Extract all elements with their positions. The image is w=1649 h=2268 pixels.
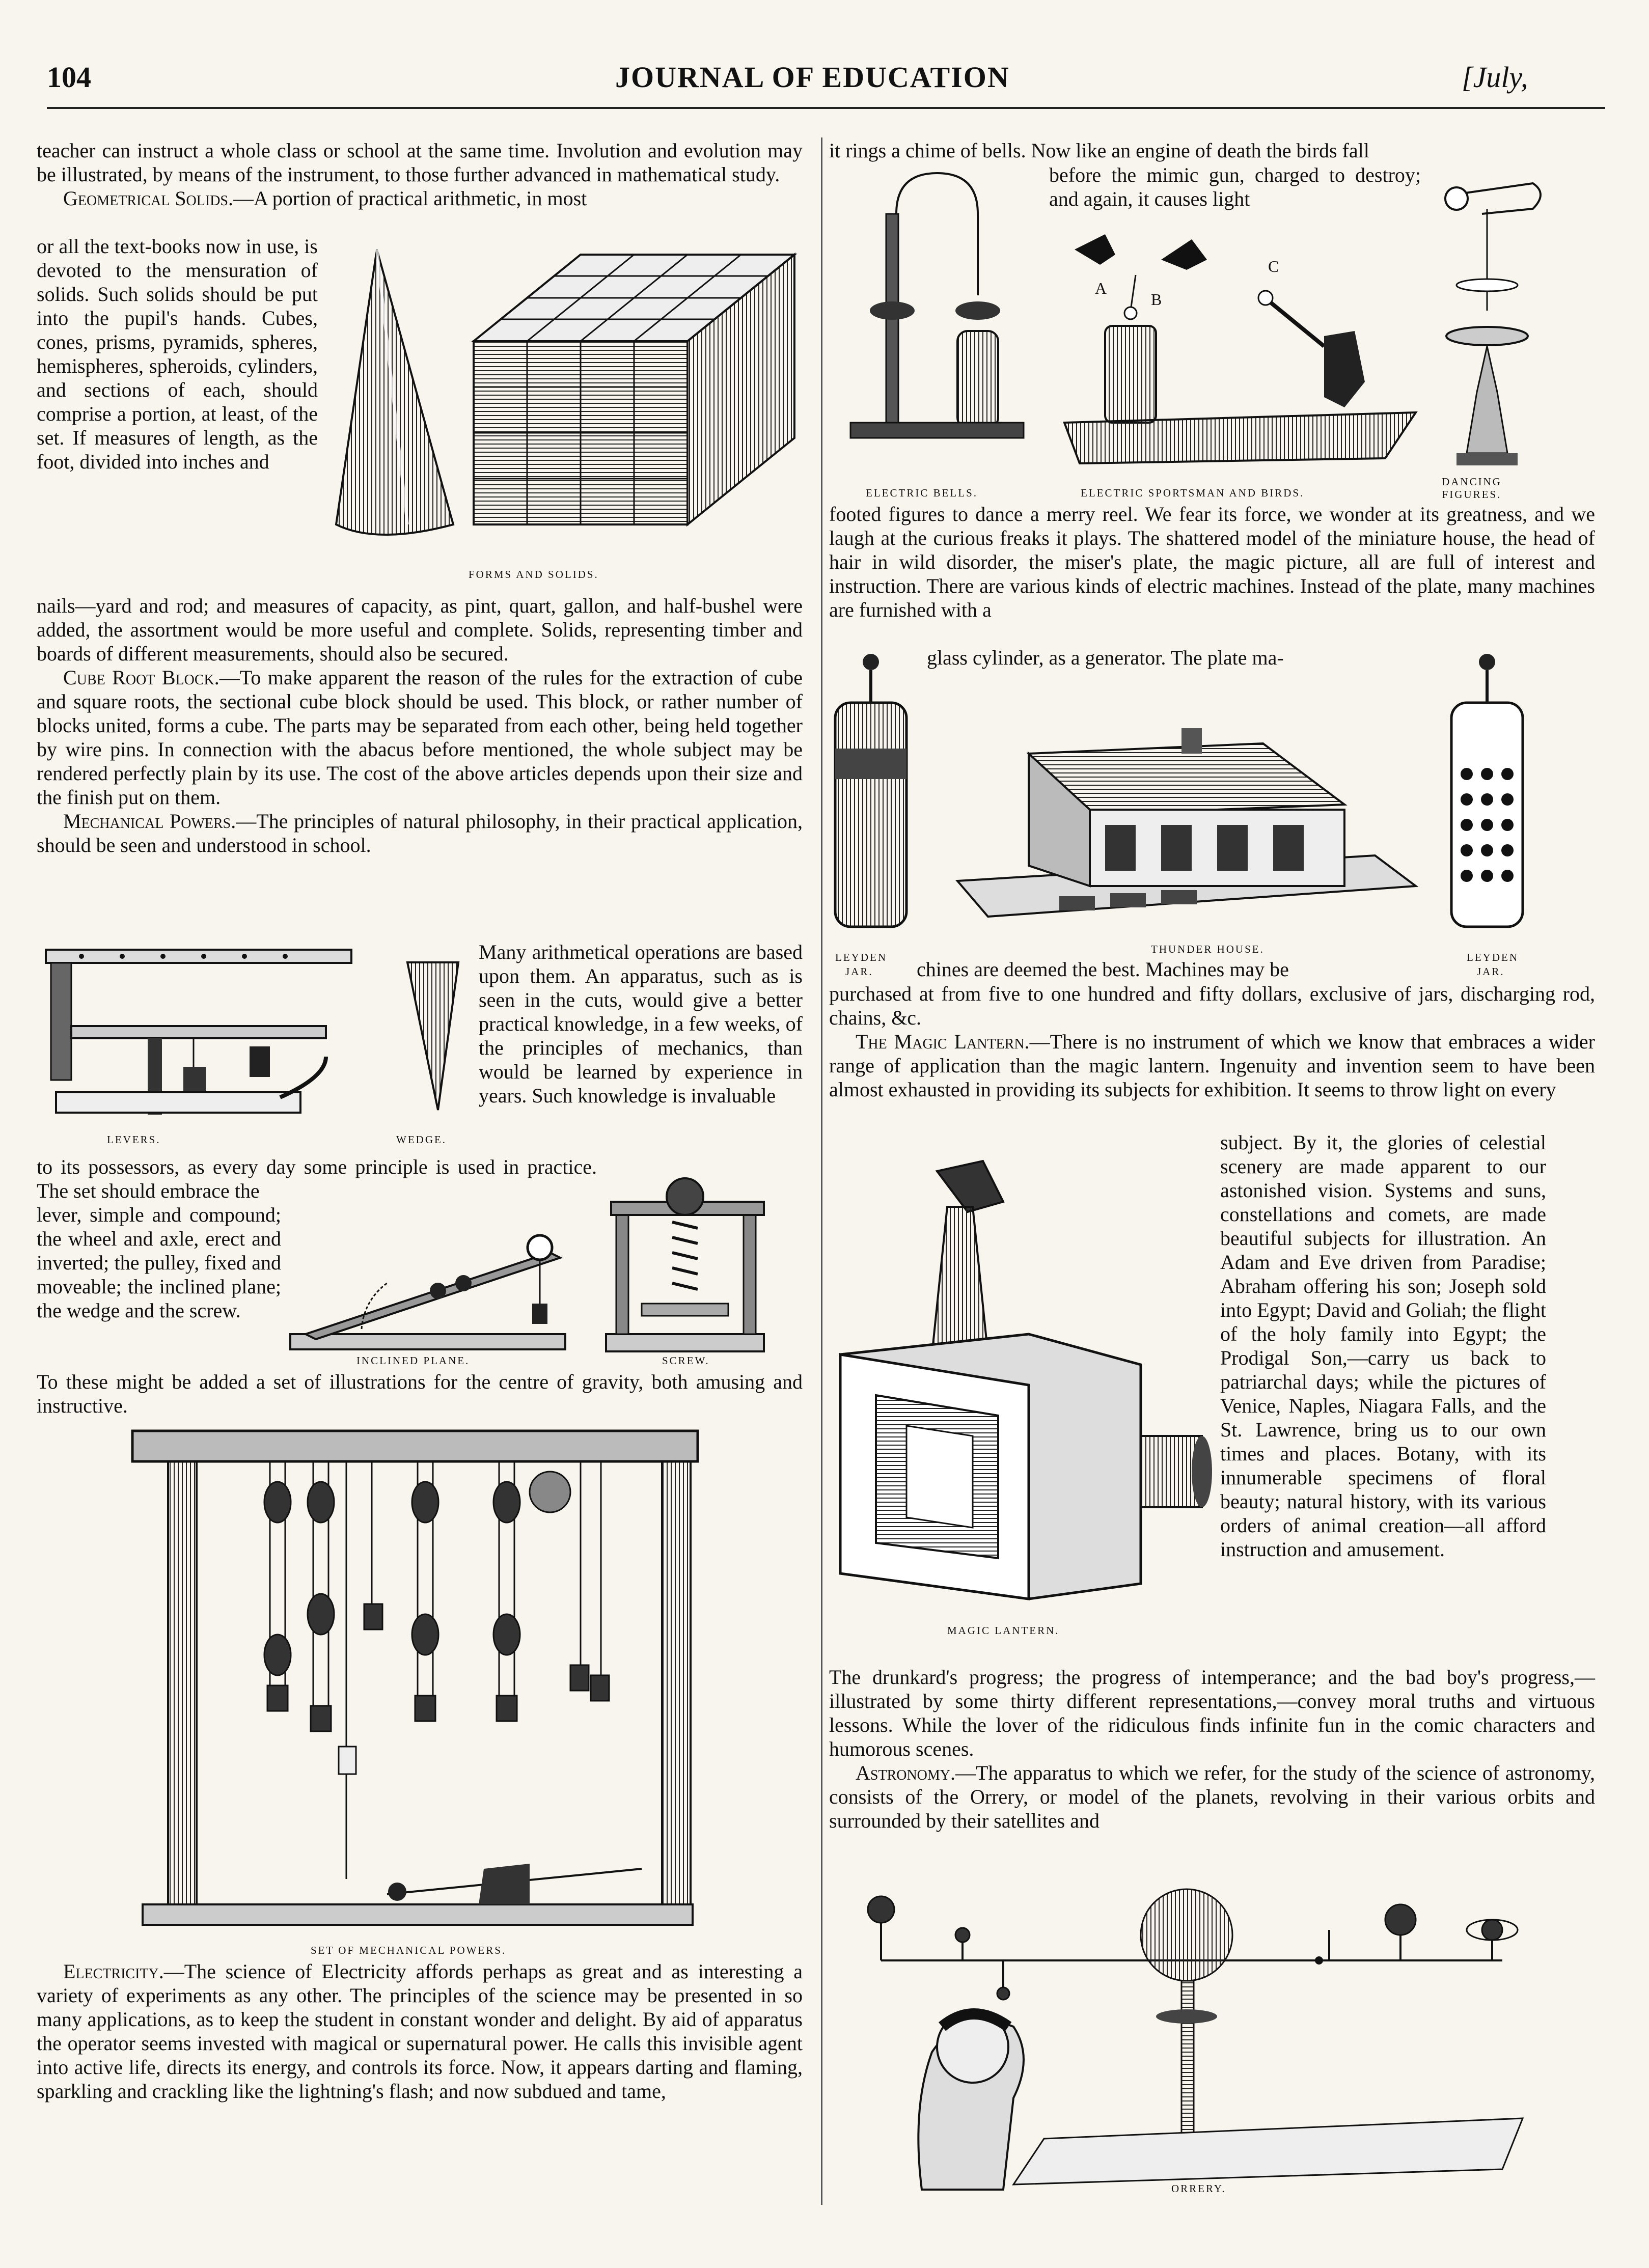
magic-lantern-wrap <box>1220 1130 1546 1561</box>
caption-leyden-jar-left-2: JAR. <box>845 965 873 978</box>
orrery-figure <box>861 1884 1563 2190</box>
geometrical-solids-heading: Geometrical Solids. <box>63 187 234 210</box>
electricity-continued-line <box>829 139 1595 162</box>
thunder-house-figure <box>957 682 1416 927</box>
astronomy-heading: Astronomy. <box>856 1761 956 1784</box>
cube-root-block-text: —To make apparent the reason of the rules for the extraction of cube and square roots, the sectional cube block should be used. This block, or rather number of blocks united, forms a cube. The parts may be separated from each other, being held together by wire pins. In connection with the abacus before mentioned, the whole subject may be rendered perfectly plain by its use. The cost of the above articles depends upon their size and the finish put on them. <box>37 666 803 809</box>
electricity-machines-line <box>917 957 1456 981</box>
cube-root-block-heading: Cube Root Block. <box>63 666 219 689</box>
mechanical-powers-wrap <box>479 940 803 1108</box>
page-number: 104 <box>47 61 91 94</box>
intro-text: teacher can instruct a whole class or school at the same time. Involution and evolution may be illustrated, by means of the instrument, to those further advanced in mathematical study. <box>37 139 803 186</box>
astronomy-text: —The apparatus to which we refer, for the study of the science of astronomy, consists of the Orrery, or model of the planets, revolving in their various orbits and surrounded by their satellites and <box>829 1761 1595 1832</box>
mechanical-powers-continued <box>37 1155 597 1203</box>
mechanical-powers-heading: Mechanical Powers. <box>63 810 236 833</box>
issue-month: [July, <box>1462 61 1528 94</box>
label-c: C <box>1268 257 1279 275</box>
label-b: B <box>1151 290 1162 309</box>
cone-shape <box>336 250 453 535</box>
geometrical-solids-line: —A portion of practical arithmetic, in most <box>233 187 587 210</box>
electricity-continued-text: footed figures to dance a merry reel. We fear its force, we wonder at its greatness, and we laugh at the curious freaks it plays. The shattered model of the miniature house, the head of hair in wild disorder, the miser's plate, the magic picture, all are full of interest and instruction. There are various kinds of electric machines. Instead of the plate, many machines are furnished with a <box>829 503 1595 621</box>
magic-lantern-figure <box>835 1151 1212 1619</box>
forms-and-solids-figure <box>326 239 805 596</box>
levers-figure <box>41 945 356 1128</box>
electricity-generator-text: glass cylinder, as a generator. The plate ma- <box>927 646 1284 669</box>
electricity-heading: Electricity. <box>63 1960 164 1983</box>
geometrical-solids-continued <box>37 594 803 857</box>
magic-lantern-continued <box>829 1665 1595 1833</box>
electricity-sportsman-text: before the mimic gun, charged to destroy; and again, it causes light <box>1049 163 1421 210</box>
intro-paragraph <box>37 139 803 210</box>
caption-leyden-jar-left: LEYDEN <box>835 951 887 963</box>
wedge-figure <box>402 957 463 1120</box>
mechanical-powers-end <box>37 1370 803 1418</box>
caption-electric-sportsman: ELECTRIC SPORTSMAN AND BIRDS. <box>1081 487 1305 499</box>
caption-wedge: WEDGE. <box>396 1133 447 1146</box>
electricity-purchase <box>829 982 1595 1101</box>
caption-forms-and-solids: FORMS AND SOLIDS. <box>469 568 599 580</box>
geometrical-solids-text-continued: nails—yard and rod; and measures of capacity, as pint, quart, gallon, and half-bushel were added, the assortment would be more useful and complete. Solids, representing timber and boards of different measurements, should also be secured. <box>37 594 803 665</box>
caption-leyden-jar-right: LEYDEN <box>1467 951 1519 963</box>
leyden-jar-left-figure <box>825 647 917 932</box>
caption-electric-bells: ELECTRIC BELLS. <box>866 487 978 499</box>
column-rule <box>821 137 822 2205</box>
magic-lantern-continued-text: The drunkard's progress; the progress of intemperance; and the bad boy's progress,—illustrated by some thirty different representations,—convey moral truths and virtuous lessons. While the lover of the ridiculous finds infinite fun in the comic characters and humorous scenes. <box>829 1666 1595 1760</box>
geometrical-solids-text: or all the text-books now in use, is devoted to the mensuration of solids. Such solids should be put into the pupil's hands. Cubes, cones, prisms, pyramids, spheres, hemispheres, spheroids, cylinders, and sections of each, should comprise a portion, at least, of the set. If measures of length, as the foot, divided into inches and <box>37 235 318 473</box>
caption-inclined-plane: INCLINED PLANE. <box>356 1354 470 1367</box>
electricity-paragraph <box>37 1959 803 2103</box>
electricity-bells-text: it rings a chime of bells. Now like an engine of death the birds fall <box>829 139 1369 162</box>
caption-leyden-jar-right-2: JAR. <box>1477 965 1505 978</box>
caption-magic-lantern: MAGIC LANTERN. <box>947 1624 1060 1637</box>
leyden-jar-right-figure <box>1441 647 1533 932</box>
journal-title: JOURNAL OF EDUCATION <box>615 61 1010 94</box>
caption-dancing-figures: DANCING FIGURES. <box>1442 476 1502 501</box>
caption-thunder-house: THUNDER HOUSE. <box>1151 943 1265 955</box>
electricity-wrap-top <box>1049 163 1421 211</box>
mechanical-powers-end-text: To these might be added a set of illustrations for the centre of gravity, both amusing and instructive. <box>37 1370 803 1417</box>
caption-levers: LEVERS. <box>107 1133 161 1146</box>
electricity-text: —The science of Electricity affords perhaps as great and as interesting a variety of experiments as any other. The principles of the science may be presented in so many applications, as to keep the student in constant wonder and delight. By aid of apparatus the operator seems invested with magical or supernatural power. He calls this invisible agent into active life, directs its energy, and controls its force. Now, it appears darting and flaming, sparkling and crackling like the lightning's flash; and now subdued and tame, <box>37 1960 803 2103</box>
inclined-plane-figure <box>285 1222 581 1354</box>
mechanical-powers-wrap-two <box>37 1203 281 1322</box>
electric-sportsman-figure <box>1059 214 1426 489</box>
caption-screw: SCREW. <box>662 1354 710 1367</box>
electricity-continued <box>829 502 1595 622</box>
caption-orrery: ORRERY. <box>1171 2182 1226 2195</box>
magic-lantern-text: —There is no instrument of which we know that embraces a wider range of application than the magic lantern. Ingenuity and invention seem to have been almost exhausted in providing its subjects for exhibition. It seems to throw light on every <box>829 1030 1595 1101</box>
electricity-machines-text: chines are deemed the best. Machines may be <box>917 958 1289 981</box>
mechanical-powers-list: lever, simple and compound; the wheel and axle, erect and inverted; the pulley, fixed and moveable; the inclined plane; the wedge and the screw. <box>37 1203 281 1322</box>
mechanical-powers-line: —The principles of natural philosophy, in their practical application, should be seen and understood in school. <box>37 810 803 856</box>
electric-bells-figure <box>835 163 1039 468</box>
magic-lantern-subjects-text: subject. By it, the glories of celestial scenery are made apparent to our astonished vision. Systems and suns, constellations and comets, are made beautiful subjects for illustration. An Adam and Eve driven from Paradise; Abraham offering his son; Joseph sold into Egypt; David and Goliah; the flight of the holy family into Egypt; the Prodigal Son,—carry us back to patriarchal days; while the pictures of Venice, Naples, Niagara Falls, and the St. Lawrence, bring us to our own times and places. Botany, with its innumerable specimens of floral beauty; natural history, with its various orders of animal creation—all afford instruction and amusement. <box>1220 1131 1546 1561</box>
mechanical-powers-text: Many arithmetical operations are based upon them. An apparatus, such as is seen in the cuts, would give a better practical knowledge, in a few weeks, of the principles of mechanics, than would be learned by experience in years. Such knowledge is invaluable <box>479 941 803 1107</box>
magic-lantern-heading: The Magic Lantern. <box>856 1030 1030 1053</box>
screw-figure <box>596 1171 774 1354</box>
mechanical-powers-set-figure <box>132 1421 698 1955</box>
dancing-figures-figure <box>1431 168 1548 479</box>
electricity-purchase-text: purchased at from five to one hundred and fifty dollars, exclusive of jars, discharging rod, chains, &c. <box>829 982 1595 1029</box>
caption-set-of-mechanical-powers: SET OF MECHANICAL POWERS. <box>311 1944 507 1956</box>
mechanical-powers-text-continued: to its possessors, as every day some principle is used in practice. The set should embrace the <box>37 1155 597 1202</box>
header-rule <box>47 107 1605 109</box>
electricity-generator-line <box>927 646 1487 670</box>
label-a: A <box>1095 279 1107 297</box>
geometrical-solids-wrap <box>37 234 318 474</box>
